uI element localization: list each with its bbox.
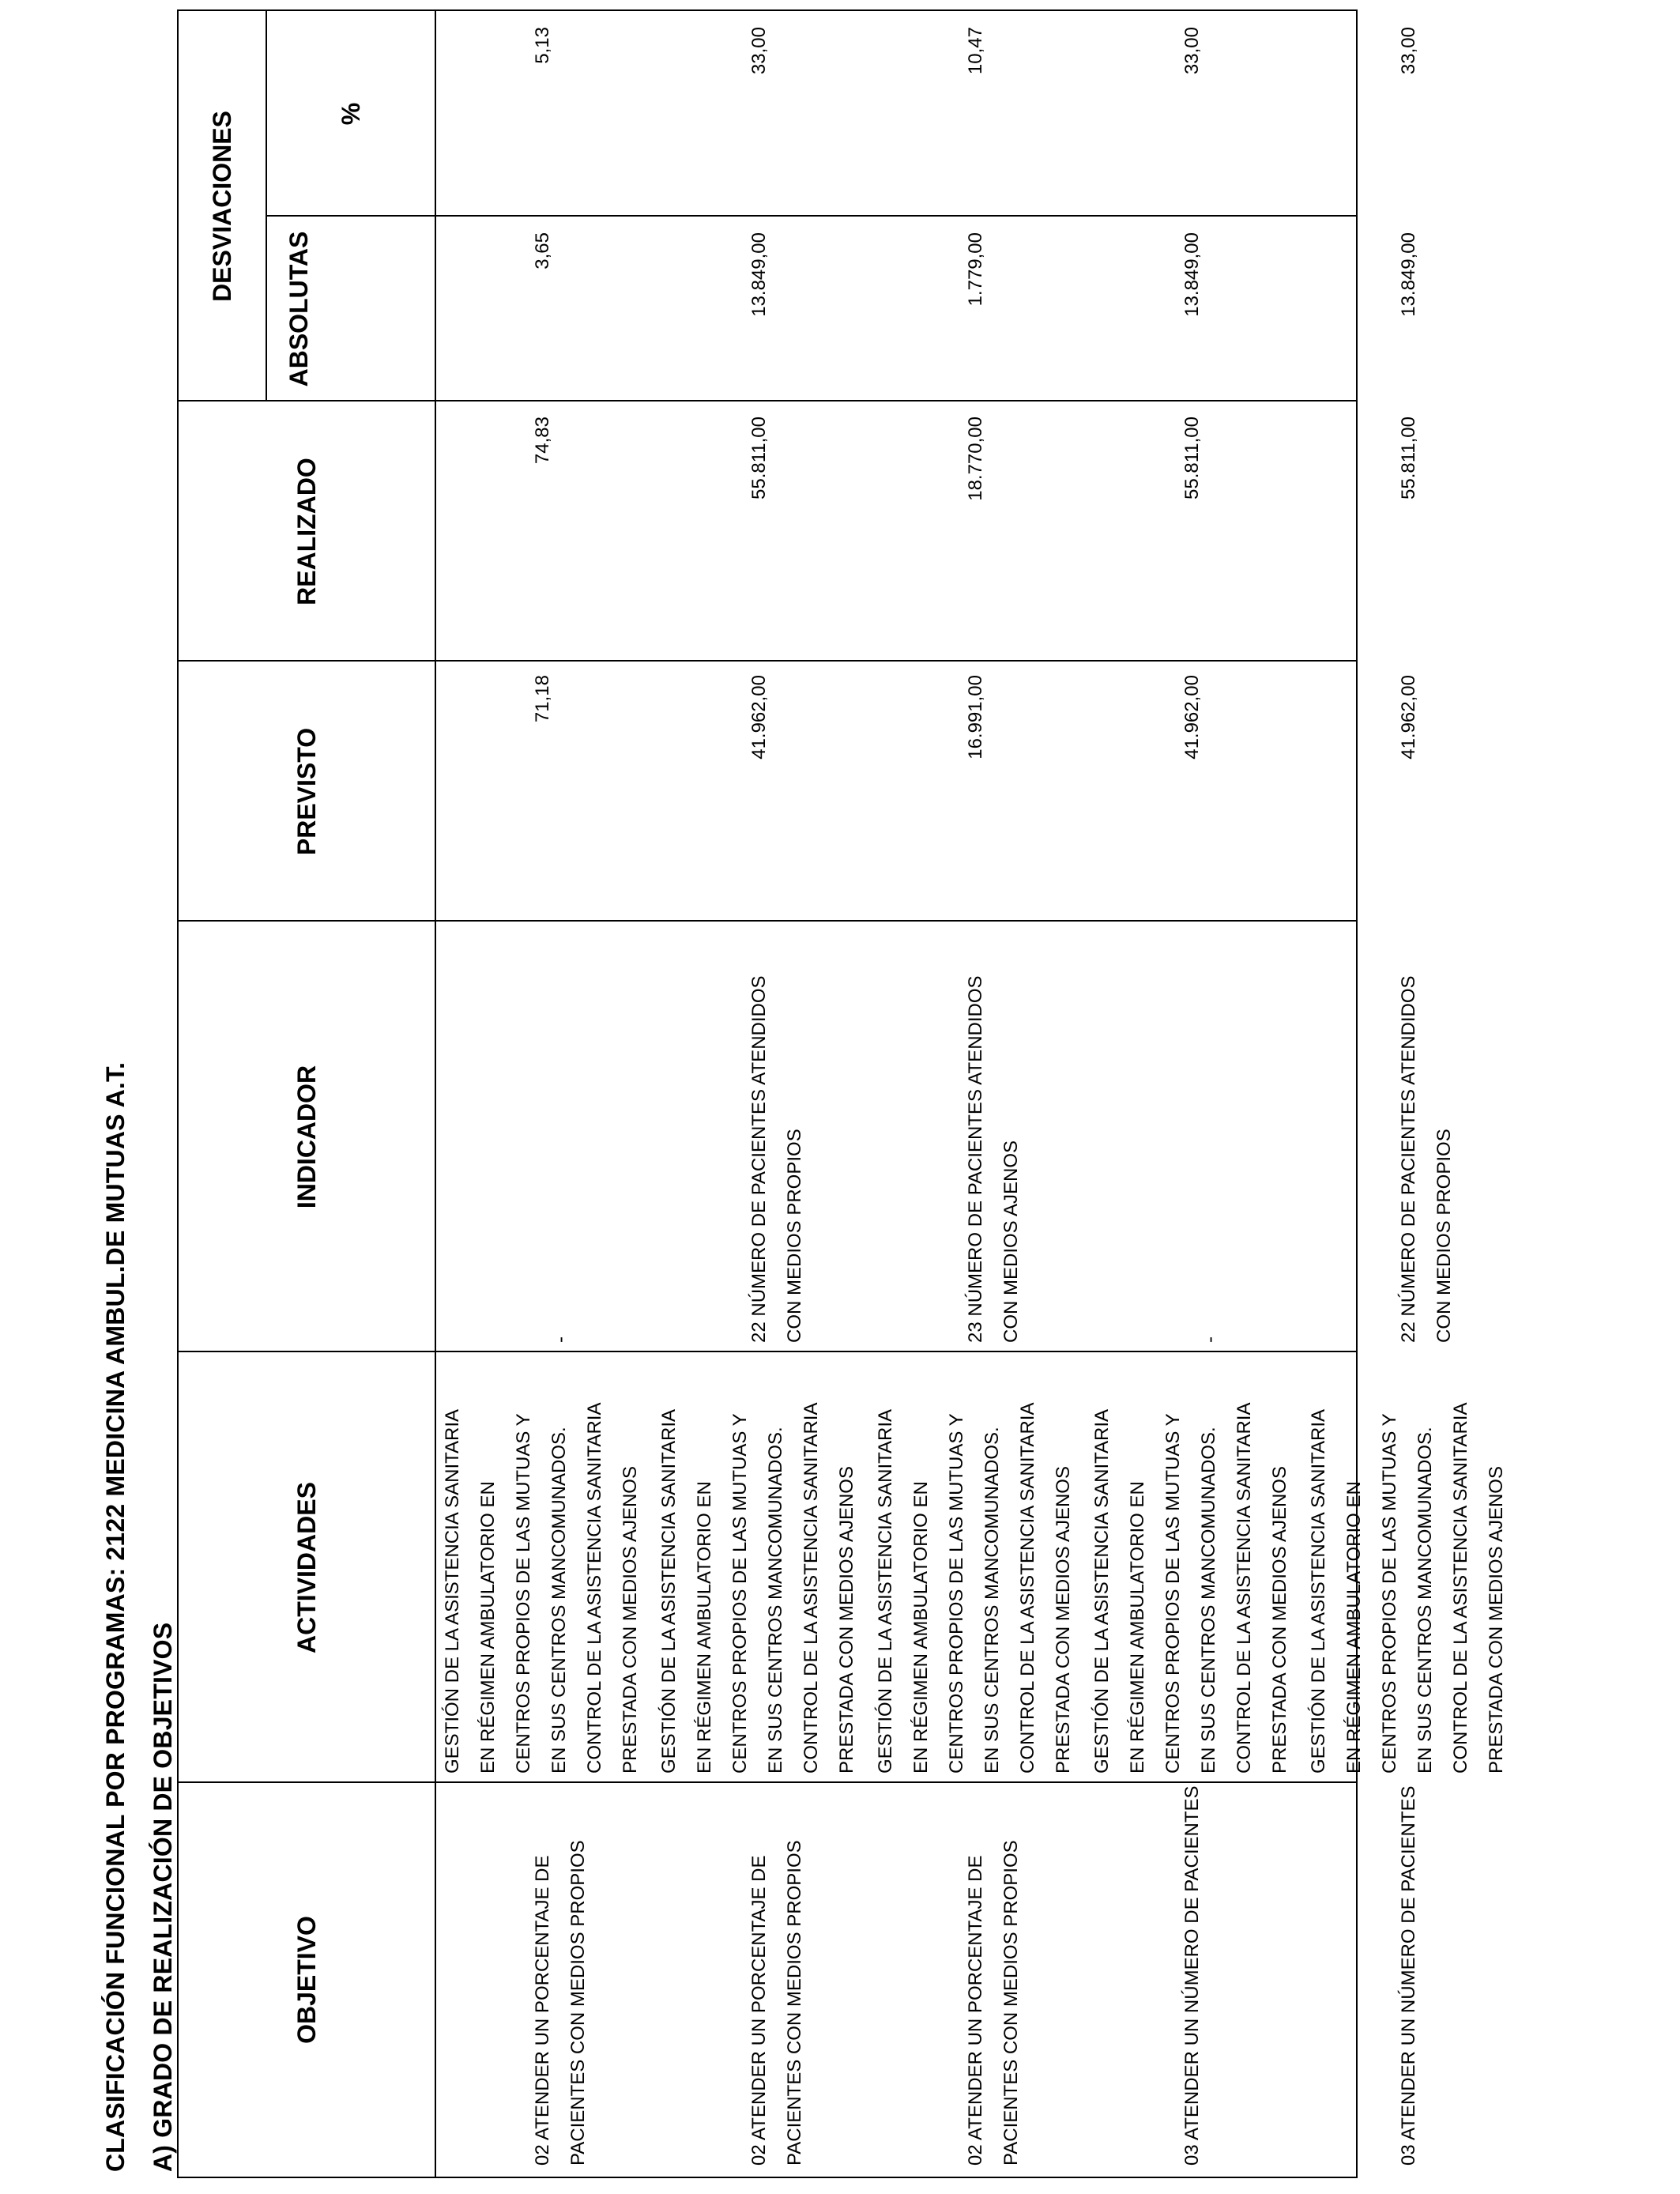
- objetivo-cell: [1391, 1786, 1426, 2166]
- actividades-line: PRESTADA CON MEDIOS AJENOS: [836, 1466, 857, 1774]
- indicador-line: -: [550, 1336, 571, 1343]
- actividades-cell: [868, 1355, 1081, 1774]
- objetivo-cell: [958, 1786, 1029, 2166]
- header-objetivo: OBJETIVO: [292, 1916, 321, 2044]
- absolutas-value: 3,65: [532, 232, 553, 270]
- indicador-line: 22 NÚMERO DE PACIENTES ATENDIDOS: [1398, 975, 1419, 1343]
- objetivo-cell: [525, 1786, 596, 2166]
- porcentaje-value: 33,00: [1398, 27, 1419, 75]
- objetivo-line: 02 ATENDER UN PORCENTAJE DE: [532, 1855, 553, 2166]
- actividades-line: PRESTADA CON MEDIOS AJENOS: [1053, 1466, 1074, 1774]
- actividades-line: CENTROS PROPIOS DE LAS MUTUAS Y: [729, 1413, 751, 1774]
- actividades-line: EN RÉGIMEN AMBULATORIO EN: [477, 1481, 499, 1774]
- header-realizado: REALIZADO: [292, 458, 321, 605]
- actividades-line: CONTROL DE LA ASISTENCIA SANITARIA: [1450, 1402, 1471, 1774]
- indicador-line: -: [1200, 1336, 1221, 1343]
- porcentaje-value: 10,47: [965, 27, 986, 75]
- indicador-line: CON MEDIOS PROPIOS: [1433, 1129, 1455, 1343]
- actividades-line: EN SUS CENTROS MANCOMUNADOS.: [1414, 1427, 1436, 1774]
- actividades-cell: [1084, 1355, 1298, 1774]
- header-absolutas: ABSOLUTAS: [284, 231, 313, 387]
- actividades-line: CENTROS PROPIOS DE LAS MUTUAS Y: [1162, 1413, 1184, 1774]
- indicador-line: 23 NÚMERO DE PACIENTES ATENDIDOS: [965, 975, 986, 1343]
- objetivo-line: PACIENTES CON MEDIOS PROPIOS: [784, 1840, 805, 2166]
- actividades-line: EN RÉGIMEN AMBULATORIO EN: [1127, 1481, 1148, 1774]
- previsto-value: 41.962,00: [748, 675, 770, 760]
- actividades-line: EN RÉGIMEN AMBULATORIO EN: [910, 1481, 932, 1774]
- actividades-line: PRESTADA CON MEDIOS AJENOS: [620, 1466, 641, 1774]
- absolutas-value: 13.849,00: [748, 232, 770, 317]
- actividades-line: PRESTADA CON MEDIOS AJENOS: [1486, 1466, 1507, 1774]
- actividades-line: GESTIÓN DE LA ASISTENCIA SANITARIA: [442, 1408, 463, 1774]
- indicador-cell: [543, 924, 578, 1343]
- actividades-line: GESTIÓN DE LA ASISTENCIA SANITARIA: [875, 1408, 896, 1774]
- header-divider: [435, 11, 436, 2177]
- actividades-line: EN SUS CENTROS MANCOMUNADOS.: [981, 1427, 1003, 1774]
- actividades-line: GESTIÓN DE LA ASISTENCIA SANITARIA: [1091, 1408, 1113, 1774]
- indicador-cell: [741, 924, 812, 1343]
- actividades-cell: [651, 1355, 864, 1774]
- realizado-value: 74,83: [532, 417, 553, 465]
- porcentaje-value: 33,00: [1181, 27, 1203, 75]
- objectives-table: [177, 9, 1507, 2178]
- actividades-line: CONTROL DE LA ASISTENCIA SANITARIA: [1017, 1402, 1038, 1774]
- indicador-cell: [1391, 924, 1462, 1343]
- objetivo-line: PACIENTES CON MEDIOS PROPIOS: [1000, 1840, 1022, 2166]
- actividades-cell: [1301, 1355, 1514, 1774]
- realizado-value: 55.811,00: [1398, 417, 1419, 499]
- objetivo-line: 03 ATENDER UN NÚMERO DE PACIENTES: [1398, 1785, 1419, 2166]
- realizado-value: 18.770,00: [965, 417, 986, 501]
- realizado-value: 55.811,00: [1181, 417, 1203, 499]
- header-indicador: INDICADOR: [292, 1065, 321, 1209]
- absolutas-value: 1.779,00: [965, 232, 986, 307]
- porcentaje-value: 5,13: [532, 27, 553, 64]
- absolutas-value: 13.849,00: [1398, 232, 1419, 317]
- absolutas-value: 13.849,00: [1181, 232, 1203, 317]
- actividades-line: CENTROS PROPIOS DE LAS MUTUAS Y: [946, 1413, 967, 1774]
- section-subtitle: A) GRADO DE REALIZACIÓN DE OBJETIVOS: [149, 1622, 177, 2172]
- actividades-line: EN SUS CENTROS MANCOMUNADOS.: [1198, 1427, 1219, 1774]
- actividades-line: CENTROS PROPIOS DE LAS MUTUAS Y: [513, 1413, 534, 1774]
- indicador-line: CON MEDIOS AJENOS: [1000, 1140, 1022, 1343]
- previsto-value: 41.962,00: [1398, 675, 1419, 760]
- objetivo-line: 02 ATENDER UN PORCENTAJE DE: [748, 1855, 770, 2166]
- actividades-line: EN SUS CENTROS MANCOMUNADOS.: [548, 1427, 570, 1774]
- indicador-cell: [1192, 924, 1228, 1343]
- objetivo-cell: [741, 1786, 812, 2166]
- indicador-line: 22 NÚMERO DE PACIENTES ATENDIDOS: [748, 975, 770, 1343]
- header-porcentaje: %: [336, 102, 365, 126]
- objetivo-line: 02 ATENDER UN PORCENTAJE DE: [965, 1855, 986, 2166]
- indicador-cell: [958, 924, 1029, 1343]
- actividades-line: EN SUS CENTROS MANCOMUNADOS.: [765, 1427, 786, 1774]
- actividades-line: CONTROL DE LA ASISTENCIA SANITARIA: [1234, 1402, 1255, 1774]
- actividades-line: CENTROS PROPIOS DE LAS MUTUAS Y: [1379, 1413, 1400, 1774]
- actividades-line: CONTROL DE LA ASISTENCIA SANITARIA: [800, 1402, 822, 1774]
- previsto-value: 71,18: [532, 675, 553, 723]
- previsto-value: 41.962,00: [1181, 675, 1203, 760]
- porcentaje-value: 33,00: [748, 27, 770, 75]
- actividades-line: EN RÉGIMEN AMBULATORIO EN: [694, 1481, 715, 1774]
- actividades-line: GESTIÓN DE LA ASISTENCIA SANITARIA: [1308, 1408, 1329, 1774]
- indicador-line: CON MEDIOS PROPIOS: [784, 1129, 805, 1343]
- header-desviaciones: DESVIACIONES: [207, 111, 236, 302]
- actividades-line: CONTROL DE LA ASISTENCIA SANITARIA: [584, 1402, 605, 1774]
- page-title: CLASIFICACIÓN FUNCIONAL POR PROGRAMAS: 2122 MEDICINA AMBUL.DE MUTUAS A.T.: [101, 1061, 130, 2172]
- actividades-line: GESTIÓN DE LA ASISTENCIA SANITARIA: [658, 1408, 680, 1774]
- header-actividades: ACTIVIDADES: [292, 1482, 321, 1653]
- objetivo-line: PACIENTES CON MEDIOS PROPIOS: [567, 1840, 589, 2166]
- realizado-value: 55.811,00: [748, 417, 770, 499]
- objetivo-cell: [1174, 1786, 1210, 2166]
- header-previsto: PREVISTO: [292, 727, 321, 856]
- previsto-value: 16.991,00: [965, 675, 986, 760]
- actividades-cell: [435, 1355, 648, 1774]
- actividades-line: EN RÉGIMEN AMBULATORIO EN: [1343, 1481, 1365, 1774]
- objetivo-line: 03 ATENDER UN NÚMERO DE PACIENTES: [1181, 1785, 1203, 2166]
- actividades-line: PRESTADA CON MEDIOS AJENOS: [1269, 1466, 1290, 1774]
